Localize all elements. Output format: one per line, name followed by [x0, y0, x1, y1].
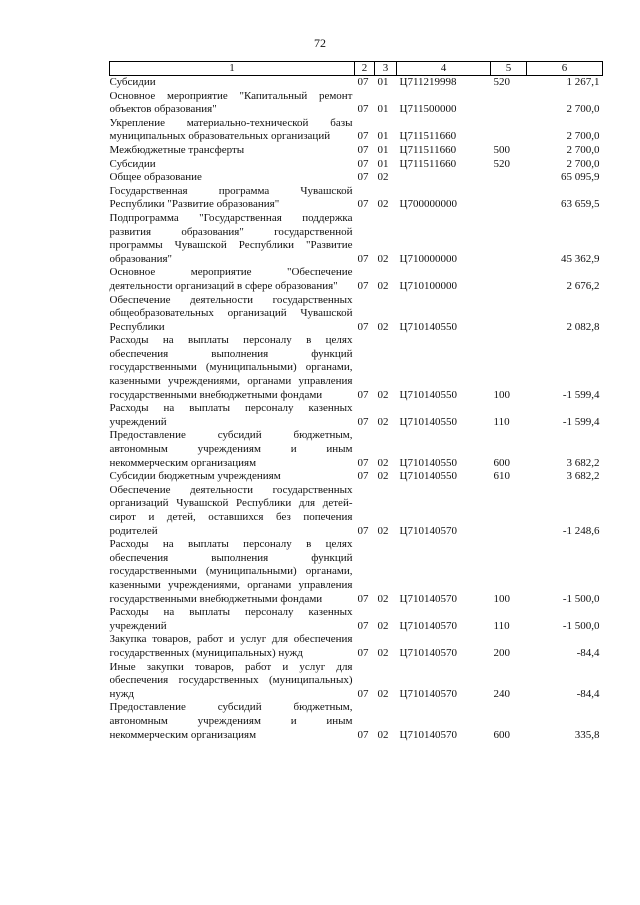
- row-expense-type: 240: [493, 687, 510, 700]
- row-target-article: Ц710140550: [399, 415, 457, 428]
- row-target-article: Ц710000000: [399, 252, 457, 265]
- row-name-text: Основное мероприятие "Обеспечение деятельности организаций в сфере образования": [109, 266, 353, 292]
- row-target-article: Ц710140550: [399, 456, 457, 469]
- table-row: [110, 633, 603, 660]
- row-target-article: Ц711511660: [399, 130, 457, 143]
- row-target-article: Ц710140570: [399, 646, 457, 659]
- row-amount: 3 682,2: [566, 456, 600, 469]
- row-section: 07: [357, 619, 369, 632]
- table-row: [110, 661, 603, 702]
- row-name: [110, 661, 355, 702]
- table-row: [110, 90, 603, 117]
- row-section: 07: [357, 103, 369, 116]
- row-expense-type: 110: [493, 619, 510, 632]
- header-col-3: 3: [375, 62, 397, 76]
- row-expense-type: 610: [493, 470, 510, 483]
- table-row: [110, 484, 603, 538]
- row-expense-type: 600: [493, 728, 510, 741]
- header-row: [110, 62, 603, 76]
- row-name: [110, 266, 355, 293]
- row-subsection: 02: [377, 171, 389, 184]
- row-section: 07: [357, 130, 369, 143]
- row-target-article: Ц711511660: [399, 157, 457, 170]
- row-amount: 2 700,0: [566, 130, 600, 143]
- row-name: [110, 294, 355, 335]
- row-expense-type: [491, 212, 527, 266]
- row-name-text: Расходы на выплаты персоналу в целях обеспечения выполнения функций государственными (муниципальными) органами, казенными учреждениями, органами управления государственными внебюджетными фондами: [109, 538, 353, 605]
- row-subsection: 02: [377, 592, 389, 605]
- row-expense-type: 100: [493, 388, 510, 401]
- page-number: 72: [314, 36, 326, 50]
- row-subsection: 02: [377, 524, 389, 537]
- row-section: 07: [357, 646, 369, 659]
- row-target-article: Ц710140550: [399, 470, 457, 483]
- row-target-article: Ц710140550: [399, 388, 457, 401]
- row-name: [110, 429, 355, 470]
- row-expense-type: [491, 294, 527, 335]
- row-expense-type: 200: [493, 646, 510, 659]
- row-name: [110, 185, 355, 212]
- row-section: 07: [357, 592, 369, 605]
- table-row: [110, 76, 603, 90]
- row-target-article: Ц700000000: [399, 198, 457, 211]
- row-name-text: Общее образование: [109, 171, 202, 184]
- row-section: 07: [357, 320, 369, 333]
- row-subsection: 01: [377, 103, 389, 116]
- row-name-text: Расходы на выплаты персоналу казенных учреждений: [109, 402, 353, 428]
- row-target-article: [397, 171, 491, 185]
- row-target-article: Ц710140570: [399, 728, 457, 741]
- row-name-text: Основное мероприятие "Капитальный ремонт объектов образования": [109, 89, 353, 116]
- row-target-article: Ц710140550: [399, 320, 457, 333]
- table-row: [110, 429, 603, 470]
- table-row: [110, 294, 603, 335]
- row-subsection: 01: [377, 76, 389, 88]
- row-expense-type: [491, 117, 527, 144]
- row-section: 07: [357, 157, 369, 170]
- row-section: 07: [357, 198, 369, 211]
- row-name: [110, 158, 355, 172]
- table-header: [110, 62, 603, 76]
- table-row: [110, 701, 603, 742]
- row-name: [110, 171, 355, 185]
- row-expense-type: 110: [493, 415, 510, 428]
- row-name-text: Иные закупки товаров, работ и услуг для обеспечения государственных (муниципальных) нужд: [109, 660, 353, 700]
- row-section: 07: [357, 388, 369, 401]
- row-name: [110, 76, 355, 90]
- row-expense-type: [491, 484, 527, 538]
- row-name-text: Подпрограмма "Государственная поддержка развития образования" государственной программы Чувашской Республики "Развитие образования": [109, 211, 353, 265]
- row-amount: 65 095,9: [561, 171, 600, 184]
- row-subsection: 02: [377, 388, 389, 401]
- row-amount: 2 676,2: [566, 279, 600, 292]
- table-row: [110, 171, 603, 185]
- table-row: [110, 117, 603, 144]
- row-subsection: 02: [377, 279, 389, 292]
- header-col-2: 2: [355, 62, 375, 76]
- table-row: [110, 606, 603, 633]
- row-name-text: Обеспечение деятельности государственных организаций Чувашской Республики для детей-сирот и детей, оставшихся без попечения родителей: [109, 483, 353, 537]
- row-name-text: Закупка товаров, работ и услуг для обеспечения государственных (муниципальных) нужд: [109, 633, 353, 659]
- row-amount: -1 599,4: [562, 388, 600, 401]
- row-expense-type: 500: [493, 143, 510, 156]
- row-amount: 1 267,1: [566, 76, 600, 88]
- table-row: [110, 266, 603, 293]
- row-name-text: Государственная программа Чувашской Республики "Развитие образования": [109, 184, 353, 211]
- row-amount: -1 500,0: [562, 592, 600, 605]
- row-section: 07: [357, 524, 369, 537]
- row-subsection: 01: [377, 130, 389, 143]
- header-col-5: 5: [491, 62, 527, 76]
- row-expense-type: 100: [493, 592, 510, 605]
- table-body: [110, 76, 603, 743]
- row-section: 07: [357, 728, 369, 741]
- row-expense-type: [491, 185, 527, 212]
- row-section: 07: [357, 252, 369, 265]
- table-row: [110, 470, 603, 484]
- header-col-6: 6: [527, 62, 603, 76]
- row-amount: -1 500,0: [562, 619, 600, 632]
- row-name: [110, 606, 355, 633]
- table-row: [110, 144, 603, 158]
- row-section: 07: [357, 279, 369, 292]
- row-amount: 3 682,2: [566, 470, 600, 483]
- row-expense-type: 520: [493, 157, 510, 170]
- row-name-text: Укрепление материально-технической базы муниципальных образовательных организаций: [109, 116, 353, 143]
- row-amount: 2 700,0: [566, 143, 600, 156]
- row-subsection: 01: [377, 157, 389, 170]
- row-name: [110, 701, 355, 742]
- row-subsection: 02: [377, 415, 389, 428]
- row-section: 07: [357, 687, 369, 700]
- row-amount: 2 082,8: [566, 320, 600, 333]
- row-name: [110, 334, 355, 402]
- row-subsection: 01: [377, 143, 389, 156]
- table-row: [110, 402, 603, 429]
- row-amount: -84,4: [576, 646, 600, 659]
- row-subsection: 02: [377, 646, 389, 659]
- row-amount: 45 362,9: [561, 252, 600, 265]
- row-name-text: Расходы на выплаты персоналу в целях обеспечения выполнения функций государственными (муниципальными) органами, казенными учреждениями, органами управления государственными внебюджетными фондами: [109, 334, 353, 401]
- row-name: [110, 144, 355, 158]
- row-subsection: 02: [377, 728, 389, 741]
- row-name: [110, 212, 355, 266]
- row-amount: -1 248,6: [562, 524, 600, 537]
- header-col-1: 1: [110, 62, 355, 76]
- row-name: [110, 117, 355, 144]
- row-subsection: 02: [377, 470, 389, 483]
- row-target-article: Ц710100000: [399, 279, 457, 292]
- row-expense-type: 520: [493, 76, 510, 88]
- row-section: 07: [357, 456, 369, 469]
- row-name: [110, 538, 355, 606]
- row-name: [110, 470, 355, 484]
- row-subsection: 02: [377, 198, 389, 211]
- row-expense-type: 600: [493, 456, 510, 469]
- row-amount: 63 659,5: [561, 198, 600, 211]
- row-name: [110, 484, 355, 538]
- row-target-article: Ц711500000: [399, 103, 457, 116]
- row-expense-type: [491, 171, 527, 185]
- row-amount: -1 599,4: [562, 415, 600, 428]
- row-subsection: 02: [377, 456, 389, 469]
- row-name-text: Расходы на выплаты персоналу казенных учреждений: [109, 606, 353, 632]
- table-row: [110, 212, 603, 266]
- row-target-article: Ц710140570: [399, 592, 457, 605]
- row-subsection: 02: [377, 252, 389, 265]
- row-name: [110, 633, 355, 660]
- row-amount: -84,4: [576, 687, 600, 700]
- row-section: 07: [357, 76, 369, 88]
- row-name: [110, 402, 355, 429]
- row-name-text: Межбюджетные трансферты: [109, 143, 245, 156]
- row-name-text: Предоставление субсидий бюджетным, автономным учреждениям и иным некоммерческим организациям: [109, 701, 353, 741]
- row-name-text: Предоставление субсидий бюджетным, автономным учреждениям и иным некоммерческим организациям: [109, 429, 353, 469]
- row-name-text: Субсидии: [109, 76, 156, 88]
- row-section: 07: [357, 171, 369, 184]
- row-name-text: Субсидии бюджетным учреждениям: [109, 470, 281, 483]
- row-amount: 2 700,0: [566, 103, 600, 116]
- budget-table: [109, 61, 603, 742]
- row-section: 07: [357, 470, 369, 483]
- row-expense-type: [491, 266, 527, 293]
- row-target-article: Ц711511660: [399, 143, 457, 156]
- table-row: [110, 185, 603, 212]
- row-subsection: 02: [377, 619, 389, 632]
- row-expense-type: [491, 90, 527, 117]
- row-amount: 2 700,0: [566, 157, 600, 170]
- row-section: 07: [357, 415, 369, 428]
- header-col-4: 4: [397, 62, 491, 76]
- row-target-article: Ц710140570: [399, 687, 457, 700]
- row-subsection: 02: [377, 687, 389, 700]
- row-target-article: Ц710140570: [399, 619, 457, 632]
- row-target-article: Ц711219998: [399, 76, 457, 88]
- row-name-text: Субсидии: [109, 157, 156, 170]
- table-row: [110, 334, 603, 402]
- row-subsection: 02: [377, 320, 389, 333]
- table-row: [110, 158, 603, 172]
- row-section: 07: [357, 143, 369, 156]
- row-amount: 335,8: [574, 728, 600, 741]
- table-row: [110, 538, 603, 606]
- row-name-text: Обеспечение деятельности государственных общеобразовательных организаций Чувашской Республики: [109, 293, 353, 333]
- row-name: [110, 90, 355, 117]
- row-target-article: Ц710140570: [399, 524, 457, 537]
